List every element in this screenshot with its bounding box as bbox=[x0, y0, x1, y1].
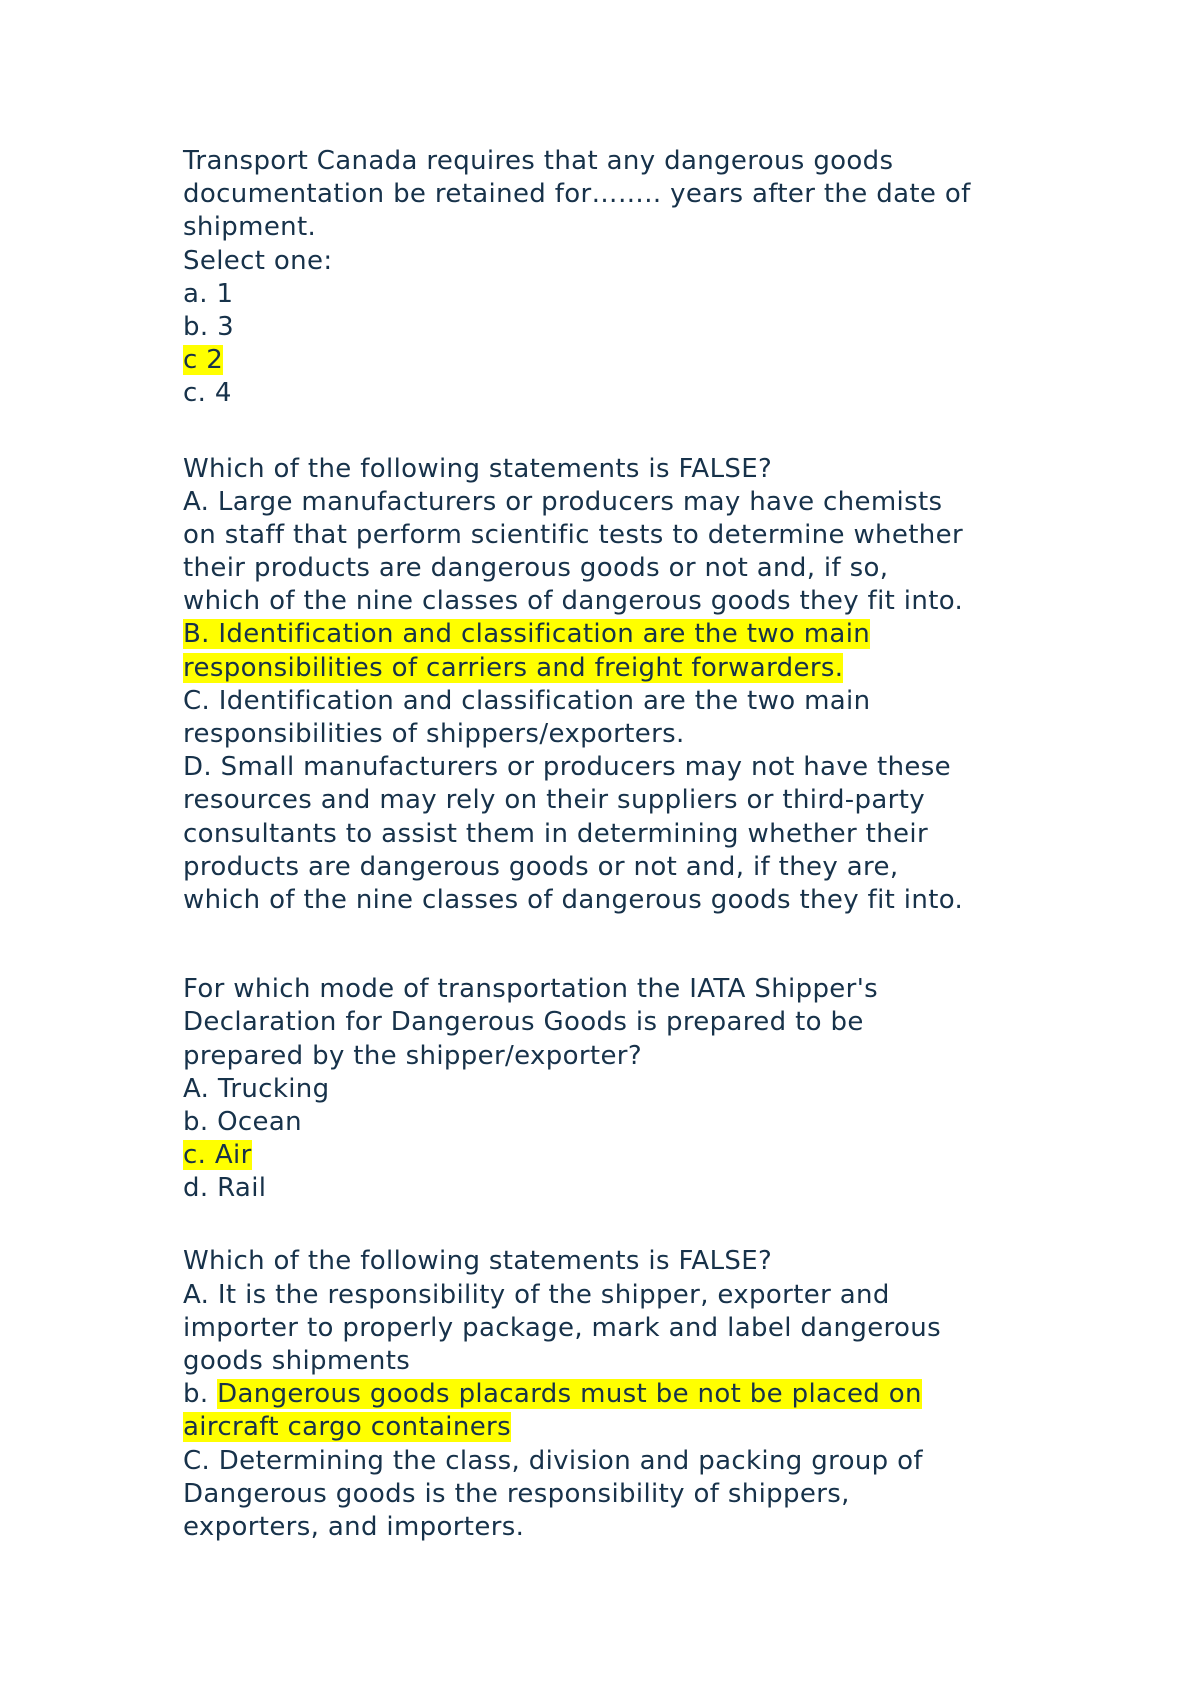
question-2-option-a-line: on staff that perform scientific tests to determine whether bbox=[183, 519, 963, 550]
question-2-text: Which of the following statements is FALSE? bbox=[183, 453, 773, 484]
question-1-text-line: Transport Canada requires that any dangerous goods bbox=[183, 146, 894, 176]
question-1-option-a: a. 1 bbox=[183, 278, 234, 309]
question-4-option-c-line: exporters, and importers. bbox=[183, 1511, 525, 1542]
question-4-option-a-line: importer to properly package, mark and label dangerous bbox=[183, 1312, 942, 1343]
question-2-option-d-line: D. Small manufacturers or producers may not have these bbox=[183, 752, 951, 783]
document-body bbox=[183, 145, 1083, 1544]
question-3-text-line: Declaration for Dangerous Goods is prepared to be bbox=[183, 1007, 864, 1038]
question-4 bbox=[183, 1245, 1083, 1544]
question-2-option-d-line: consultants to assist them in determining whether their bbox=[183, 818, 929, 849]
question-2-option-a-line: which of the nine classes of dangerous goods they fit into. bbox=[183, 586, 964, 617]
question-2-option-d-line: resources and may rely on their suppliers or third-party bbox=[183, 785, 926, 816]
question-3-option-b: b. Ocean bbox=[183, 1106, 303, 1137]
question-1-option-b: b. 3 bbox=[183, 311, 234, 342]
question-2-option-a-line: their products are dangerous goods or not and, if so, bbox=[183, 553, 889, 584]
question-2-highlighted-answer: B. Identification and classification are the two main bbox=[183, 619, 871, 650]
question-1-text-line: documentation be retained for…….. years after the date of bbox=[183, 179, 971, 210]
question-4-highlighted-answer: aircraft cargo containers bbox=[183, 1412, 511, 1443]
question-1-option-c: c. 4 bbox=[183, 378, 232, 409]
question-3-text-line: For which mode of transportation the IATA Shipper's bbox=[183, 974, 879, 1005]
question-4-text: Which of the following statements is FALSE? bbox=[183, 1246, 773, 1277]
question-4-option-b-row bbox=[183, 1411, 1083, 1444]
question-4-option-a-line: goods shipments bbox=[183, 1346, 411, 1376]
question-1-highlighted-answer: c 2 bbox=[183, 345, 224, 376]
question-2-option-b-row bbox=[183, 618, 1083, 651]
question-3-option-a: A. Trucking bbox=[183, 1073, 330, 1104]
question-1-text-line: shipment. bbox=[183, 212, 317, 243]
question-1 bbox=[183, 145, 1083, 411]
spacer bbox=[183, 411, 1083, 453]
question-3-highlighted-answer: c. Air bbox=[183, 1140, 252, 1171]
question-2-option-c-line: C. Identification and classification are the two main bbox=[183, 685, 871, 716]
question-3 bbox=[183, 973, 1083, 1205]
question-3-text-line: prepared by the shipper/exporter? bbox=[183, 1040, 642, 1071]
spacer bbox=[183, 917, 1083, 973]
question-2 bbox=[183, 453, 1083, 918]
question-4-option-c-line: C. Determining the class, division and packing group of bbox=[183, 1445, 923, 1476]
question-2-option-d-line: products are dangerous goods or not and, if they are, bbox=[183, 851, 899, 882]
select-one-prompt: Select one: bbox=[183, 245, 333, 276]
question-4-option-c-line: Dangerous goods is the responsibility of shippers, bbox=[183, 1478, 850, 1509]
question-4-option-b-prefix: b. bbox=[183, 1379, 218, 1410]
question-4-highlighted-answer: Dangerous goods placards must be not be placed on bbox=[217, 1379, 922, 1410]
question-2-option-d-line: which of the nine classes of dangerous goods they fit into. bbox=[183, 884, 964, 915]
question-3-option-c-row bbox=[183, 1139, 1083, 1172]
spacer bbox=[183, 1205, 1083, 1245]
question-2-option-a-line: A. Large manufacturers or producers may have chemists bbox=[183, 486, 943, 517]
question-2-option-b-row bbox=[183, 652, 1083, 685]
question-1-option-answer-row bbox=[183, 344, 1083, 377]
question-4-option-a-line: A. It is the responsibility of the shipper, exporter and bbox=[183, 1279, 890, 1310]
question-3-option-d: d. Rail bbox=[183, 1173, 267, 1204]
question-2-option-c-line: responsibilities of shippers/exporters. bbox=[183, 719, 685, 749]
question-4-option-b-row bbox=[183, 1378, 1083, 1411]
question-2-highlighted-answer: responsibilities of carriers and freight forwarders. bbox=[183, 652, 844, 683]
